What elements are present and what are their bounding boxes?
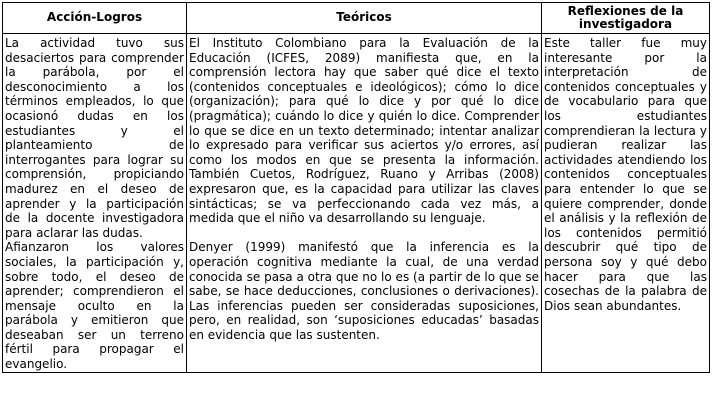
teoricos-paragraph-2: Denyer (1999) manifestó que la inferencia es la operación cognitiva mediante la cual, de una verdad conocida se pasa a otra que no lo es (a partir de lo que se sabe, se hace deducciones, conclusiones o derivaciones). Las inferencias pueden ser consideradas suposiciones, pero, en realidad, son ‘suposiciones educadas’ basadas en evidencia que las sustenten. bbox=[189, 240, 539, 342]
header-row bbox=[3, 3, 710, 34]
table-row bbox=[3, 34, 710, 373]
reflexiones-paragraph-1: Este taller fue muy interesante por la interpretación de contenidos conceptuales y de vocabulario para que los estudiantes comprendieran la lectura y pudieran realizar las actividades atendiendo los contenidos conceptuales para entender lo que se quiere comprender, donde el análisis y la reflexión de los contenidos permitió descubrir qué tipo de persona soy y qué debo hacer para que las cosechas de la palabra de Dios sean abundantes. bbox=[544, 36, 707, 313]
accion-logros-paragraph-2: Afianzaron los valores sociales, la participación y, sobre todo, el deseo de aprender; comprendieron el mensaje oculto en la parábola y emitieron que deseaban ser un terreno fértil para propagar el evangelio. bbox=[5, 240, 184, 372]
cell-reflexiones bbox=[542, 34, 710, 373]
header-accion-logros: Acción-Logros bbox=[3, 3, 187, 34]
cell-teoricos bbox=[187, 34, 542, 373]
reflection-table bbox=[2, 2, 710, 373]
accion-logros-paragraph-1: La actividad tuvo sus desaciertos para comprender la parábola, por el desconocimiento a los términos empleados, lo que ocasionó dudas en los estudiantes y el planteamiento de interrogantes para lograr su comprensión, propiciando madurez en el deseo de aprender y la participación de la docente investigadora para aclarar las dudas. bbox=[5, 36, 184, 240]
teoricos-paragraph-1: El Instituto Colombiano para la Evaluación de la Educación (ICFES, 2089) manifiesta que, en la comprensión lectora hay que saber qué dice el texto (contenidos conceptuales e ideológicos); cómo lo dice (organización); para qué lo dice y por qué lo dice (pragmática); cuándo lo dice y quién lo dice. Comprender lo que se dice en un texto determinado; intentar analizar lo expresado para verificar sus aciertos y/o errores, así como los modos en que se presenta la información. También Cuetos, Rodríguez, Ruano y Arribas (2008) expresaron que, es la capacidad para utilizar las claves sintácticas; se va perfeccionando cada vez más, a medida que el niño va desarrollando su lenguaje. bbox=[189, 36, 539, 226]
cell-accion-logros bbox=[3, 34, 187, 373]
header-teoricos: Teóricos bbox=[187, 3, 542, 34]
header-reflexiones: Reflexiones de la investigadora bbox=[542, 3, 710, 34]
